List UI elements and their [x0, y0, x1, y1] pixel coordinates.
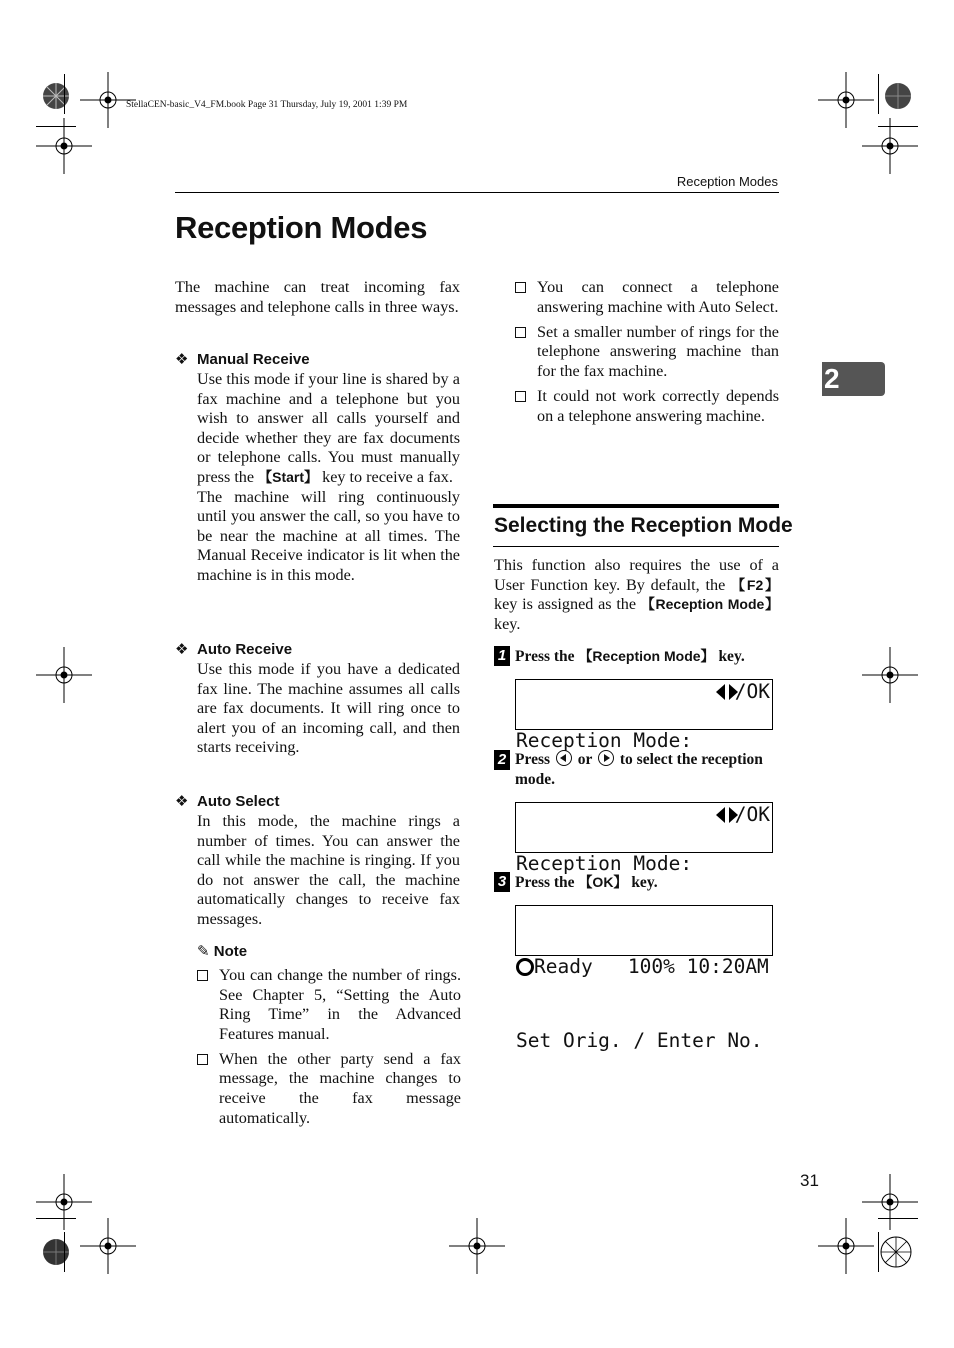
- crop-line: [878, 126, 918, 127]
- reception-mode-key: 【Reception Mode】: [578, 648, 715, 664]
- step-2: [494, 750, 779, 790]
- crosshair-mark-bottom-center: [447, 1216, 507, 1276]
- note-bullet-text: When the other party send a fax message, the machine changes to receive the fax message automatically.: [219, 1049, 461, 1127]
- step-text-part: or: [577, 751, 593, 768]
- registration-mark-bottom-left-outer: [26, 1222, 86, 1282]
- crop-line: [878, 1232, 879, 1272]
- lcd-display-auto-receive: [515, 679, 773, 752]
- chapter-number: 2: [824, 363, 840, 394]
- intro-text: The machine can treat incoming fax messages and telephone calls in three ways.: [175, 278, 460, 316]
- note-bullet: [197, 1050, 461, 1128]
- crop-line: [36, 1218, 76, 1219]
- note-bullet: [197, 966, 461, 1044]
- checkbox-bullet-icon: [197, 1054, 208, 1065]
- note-heading-text: Note: [213, 943, 248, 960]
- lcd-line-2: Set Orig. / Enter No.: [516, 1028, 763, 1052]
- lcd-line-1: Reception Mode:: [516, 729, 693, 752]
- item-heading: [175, 640, 460, 660]
- item-body: Use this mode if you have a dedicated fax line. The machine assumes all calls are fax documents. It will ring once to alert you of an incoming call, and then starts receiving.: [197, 660, 460, 757]
- crop-line: [878, 74, 879, 114]
- section-body: [494, 556, 779, 634]
- step-text-part: to select the reception mode.: [515, 751, 763, 788]
- checkbox-bullet-icon: [515, 282, 526, 293]
- item-heading-text: Manual Receive: [197, 351, 310, 368]
- step-1: [494, 646, 779, 667]
- lcd-line-1: Reception Mode:: [516, 852, 693, 875]
- lcd-ok-label: /OK: [734, 680, 770, 703]
- section-rule-bottom: [493, 546, 779, 547]
- lcd-ok-label: /OK: [734, 803, 770, 826]
- step-text-part: Press the: [515, 648, 575, 665]
- lcd-display-ready: [515, 905, 773, 1052]
- step-number: 1: [494, 646, 510, 666]
- item-heading-text: Auto Receive: [197, 641, 293, 658]
- step-text: [515, 750, 779, 790]
- intro-paragraph: [175, 278, 460, 317]
- step-text: [515, 872, 779, 893]
- checkbox-bullet-icon: [515, 391, 526, 402]
- step-text-part: key.: [718, 648, 745, 665]
- crosshair-mark-top-right-lower: [860, 116, 920, 176]
- item-heading-text: Auto Select: [197, 793, 280, 810]
- lcd-ready-text: Ready 100% 10:20AM: [534, 955, 769, 978]
- left-arrow-key-icon: [556, 750, 572, 766]
- item-auto-receive: [175, 640, 460, 758]
- diamond-bullet-icon: ❖: [175, 641, 189, 658]
- right-bullet: [515, 323, 779, 382]
- section-text: key.: [494, 614, 521, 633]
- page-number: 31: [800, 1171, 819, 1190]
- note-bullets: [197, 966, 461, 1134]
- crosshair-mark-top-left-lower: [34, 116, 94, 176]
- note-heading: [197, 942, 247, 960]
- item-auto-select: [175, 792, 460, 930]
- item-body: In this mode, the machine rings a number of times. You can answer the call while the machine is ringing. If you do not answer the call, the machine automatically changes to receive fax messages.: [197, 812, 460, 928]
- f2-key: 【F2】: [731, 576, 780, 593]
- pencil-icon: ✎: [197, 943, 210, 960]
- right-bullet: [515, 278, 779, 317]
- file-info: StellaCEN-basic_V4_FM.book Page 31 Thursday, July 19, 2001 1:39 PM: [126, 100, 408, 110]
- right-bullets: [515, 278, 779, 432]
- crosshair-mark-middle-right: [860, 645, 920, 705]
- start-key: 【Start】: [258, 468, 319, 485]
- right-arrow-key-icon: [598, 750, 614, 766]
- step-text-part: Press the: [515, 874, 575, 891]
- right-bullet-text: Set a smaller number of rings for the telephone answering machine than for the fax machine.: [537, 322, 779, 380]
- crop-line: [64, 1232, 65, 1272]
- item-body-text: The machine will ring continuously until you answer the call, so you have to be near the machine at all times. The Manual Receive indicator is lit when the machine is in this mode.: [197, 487, 460, 584]
- header-rule: [175, 192, 779, 193]
- item-body: [197, 370, 460, 586]
- diamond-bullet-icon: ❖: [175, 793, 189, 810]
- item-body-text: Use this mode if your line is shared by a fax machine and a telephone but you wish to answer all calls yourself and decide whether they are fax documents or telephone calls. You must manually press the: [197, 370, 460, 486]
- ok-key: 【OK】: [578, 874, 628, 890]
- diamond-bullet-icon: ❖: [175, 351, 189, 368]
- checkbox-bullet-icon: [197, 970, 208, 981]
- step-number: 3: [494, 872, 510, 892]
- ready-status-icon: [516, 958, 534, 976]
- page-title: Reception Modes: [175, 210, 428, 245]
- step-text-part: Press: [515, 751, 551, 768]
- section-rule-top: [493, 504, 779, 508]
- step-3: [494, 872, 779, 893]
- step-text: [515, 646, 779, 667]
- right-bullet-text: It could not work correctly depends on a telephone answering machine.: [537, 386, 779, 425]
- step-number: 2: [494, 750, 510, 770]
- section-text: This function also requires the use of a User Function key. By default, the: [494, 556, 779, 594]
- right-bullet-text: You can connect a telephone answering machine with Auto Select.: [537, 278, 779, 316]
- item-heading: [175, 350, 460, 370]
- step-text-part: key.: [631, 874, 658, 891]
- running-head: Reception Modes: [676, 174, 778, 189]
- registration-mark-bottom-right-outer: [866, 1222, 926, 1282]
- lcd-line-1: [516, 955, 772, 980]
- section-text: key is assigned as the: [494, 595, 637, 614]
- crop-line: [36, 126, 76, 127]
- chapter-tab: [822, 362, 885, 396]
- item-heading: [175, 792, 460, 812]
- crop-line: [64, 74, 65, 114]
- crosshair-mark-bottom-left: [78, 1216, 138, 1276]
- reception-mode-key: 【Reception Mode】: [640, 596, 779, 613]
- crop-line: [878, 1218, 918, 1219]
- right-bullet: [515, 387, 779, 426]
- note-bullet-text: You can change the number of rings. See Chapter 5, “Setting the Auto Ring Time” in the Advanced Features manual.: [219, 966, 461, 1043]
- item-manual-receive: [175, 350, 460, 586]
- lcd-display-manual-receive: [515, 802, 773, 875]
- checkbox-bullet-icon: [515, 327, 526, 338]
- section-title: Selecting the Reception Mode: [494, 514, 793, 537]
- item-body-text: key to receive a fax.: [322, 467, 453, 486]
- crosshair-mark-middle-left: [34, 645, 94, 705]
